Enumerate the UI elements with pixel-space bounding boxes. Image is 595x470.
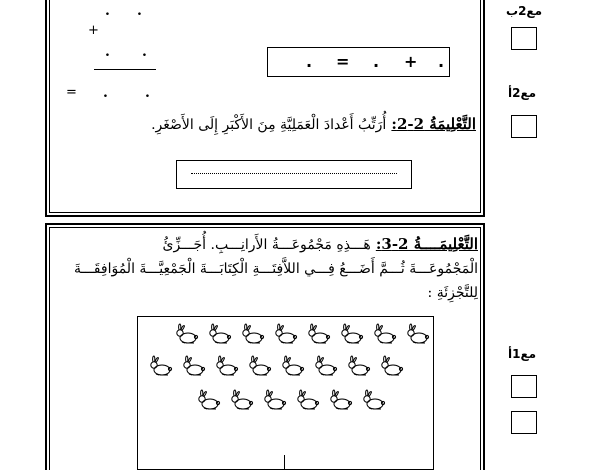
task-2-3-line-3: لِلتَّجْزِئَةِ : xyxy=(427,285,478,301)
rabbit-icon xyxy=(240,323,266,345)
criterion-box-2b[interactable] xyxy=(511,27,537,50)
criterion-box-1a-first[interactable] xyxy=(511,375,537,398)
equation-box xyxy=(267,47,450,77)
answer-dotted-line xyxy=(191,173,397,174)
rabbit-icon xyxy=(247,355,273,377)
rabbit-icon xyxy=(196,389,222,411)
sign-post xyxy=(284,455,285,470)
rabbit-icon xyxy=(379,355,405,377)
rabbit-icon xyxy=(229,389,255,411)
rabbit-icon xyxy=(295,389,321,411)
rabbit-icon xyxy=(262,389,288,411)
criterion-label-2a: مع2أ xyxy=(508,86,537,100)
vertical-sum-line xyxy=(94,69,156,70)
rabbit-icon xyxy=(273,323,299,345)
task-2-2-title: التَّعْلِيمَةُ 2-2: xyxy=(391,115,476,133)
rabbit-icon xyxy=(181,355,207,377)
rabbit-icon xyxy=(148,355,174,377)
rabbit-icon xyxy=(207,323,233,345)
equation-dot: . xyxy=(373,52,380,71)
vertical-sum-equals: = xyxy=(66,85,77,100)
task-2-2-instruction: أُرَتِّبُ أَعْدادَ الْعَمَلِيَّةِ مِنَ الأَكْبَرِ إِلَى الأَصْغَرِ. xyxy=(151,117,387,133)
vertical-sum-dot: . xyxy=(142,44,147,60)
rabbit-icon xyxy=(214,355,240,377)
vertical-sum-dot: . xyxy=(105,3,110,19)
criterion-box-2a[interactable] xyxy=(511,115,537,138)
equation-equals: = xyxy=(336,52,350,71)
task-2-3-line-1: هَـــذِهِ مَجْمُوعَـــةُ الأَرانِـــبِ. أُجَـــزِّئُ xyxy=(162,237,371,253)
rabbit-icon xyxy=(372,323,398,345)
rabbit-icon xyxy=(280,355,306,377)
task-2-3-line-2: الْمَجْمُوعَـــةَ ثُـــمَّ أَضَـــعُ فِـــي اللاَّفِتَـــةِ الْكِتَابَـــةَ الْجَمْعِيَّـــةَ الْمُوَافِقَـــةَ xyxy=(74,261,478,277)
criterion-label-1a: مع1أ xyxy=(508,347,537,361)
rabbit-icon xyxy=(313,355,339,377)
task-2-2 xyxy=(90,114,476,133)
vertical-sum-dot: . xyxy=(137,3,142,19)
rabbit-icon xyxy=(306,323,332,345)
equation-dot: . xyxy=(306,52,313,71)
vertical-sum-dot: . xyxy=(105,44,110,60)
vertical-sum-dot: . xyxy=(145,85,150,101)
criterion-label-2b: مع2ب xyxy=(506,4,543,18)
rabbit-icon xyxy=(328,389,354,411)
vertical-sum-plus: + xyxy=(88,23,99,38)
rabbit-icon xyxy=(174,323,200,345)
rabbit-icon xyxy=(405,323,431,345)
equation-plus: + xyxy=(404,52,418,71)
rabbit-icon xyxy=(339,323,365,345)
task-2-3-title: التَّعْلِيمَــــةُ 2-3: xyxy=(375,235,478,253)
rabbit-group-box xyxy=(137,316,434,470)
task-2-3 xyxy=(52,232,478,305)
criterion-box-1a-second[interactable] xyxy=(511,411,537,434)
rabbit-icon xyxy=(346,355,372,377)
equation-dot: . xyxy=(438,52,445,71)
vertical-sum-dot: . xyxy=(103,85,108,101)
ordering-answer-box[interactable] xyxy=(176,160,412,189)
rabbit-icon xyxy=(361,389,387,411)
